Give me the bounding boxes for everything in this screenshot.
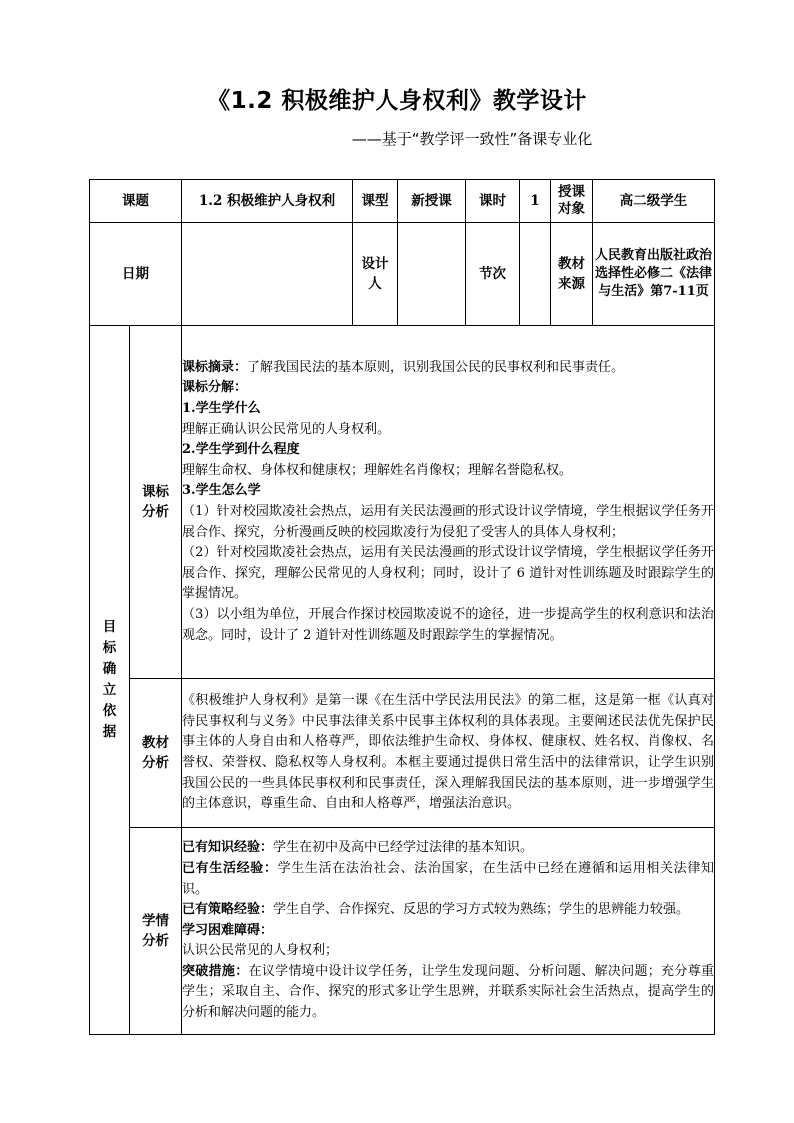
date-label: 日期	[90, 223, 182, 326]
source-value: 人民教育出版社政治选择性必修二《法律与生活》第7-11页	[593, 223, 715, 326]
hours-label: 课时	[466, 180, 520, 223]
document-title: 《1.2 积极维护人身权利》教学设计	[207, 88, 587, 114]
textbook-label: 教材分析	[130, 679, 182, 828]
type-value: 新授课	[398, 180, 466, 223]
header-row	[90, 180, 715, 223]
audience-value: 高二级学生	[593, 180, 715, 223]
curriculum-row	[90, 326, 715, 679]
topic-label: 课题	[90, 180, 182, 223]
info-row	[90, 223, 715, 326]
designer-label: 设计人	[353, 223, 398, 326]
audience-label: 授课对象	[551, 180, 593, 223]
textbook-row	[90, 679, 715, 828]
learner-content: 已有知识经验：学生在初中及高中已经学过法律的基本知识。 已有生活经验：学生生活在法治社会、法治国家，在生活中已经在遵循和运用相关法律知识。 已有策略经验：学生自学、合作探究、反思的学习方式较为熟练；学生的思辨能力较强。 学习困难障碍： 认识公民常见的人身权利； 突破措施：在议学情境中设计议学任务，让学生发现问题、分析问题、解决问题；充分尊重学生；采取自主、合作、探究的形式多让学生思辨，并联系实际社会生活热点，提高学生的分析和解决问题的能力。	[182, 828, 715, 1035]
topic-value: 1.2 积极维护人身权利	[182, 180, 353, 223]
curriculum-label: 课标分析	[130, 326, 182, 679]
teaching-design-table	[89, 179, 715, 1035]
designer-value	[398, 223, 466, 326]
learner-label: 学情分析	[130, 828, 182, 1035]
session-value	[520, 223, 551, 326]
date-value	[182, 223, 353, 326]
type-label: 课型	[353, 180, 398, 223]
section-label: 目标确立依据	[90, 326, 130, 1035]
document-subtitle: ——基于“教学评一致性”备课专业化	[351, 130, 593, 148]
session-label: 节次	[466, 223, 520, 326]
textbook-content: 《积极维护人身权利》是第一课《在生活中学民法用民法》的第二框，这是第一框《认真对待民事权利与义务》中民事法律关系中民事主体权利的具体表现。主要阐述民法优先保护民事主体的人身自由和人格尊严，即依法维护生命权、身体权、健康权、姓名权、肖像权、名誉权、荣誉权、隐私权等人身权利。本框主要通过提供日常生活中的法律常识，让学生识别我国公民的一些具体民事权利和民事责任，深入理解我国民法的基本原则，进一步增强学生的主体意识，尊重生命、自由和人格尊严，增强法治意识。	[182, 679, 715, 828]
learner-row	[90, 828, 715, 1035]
source-label: 教材来源	[551, 223, 593, 326]
curriculum-content: 课标摘录：了解我国民法的基本原则，识别我国公民的民事权利和民事责任。 课标分解： 1.学生学什么 理解正确认识公民常见的人身权利。 2.学生学到什么程度 理解生命权、身体权和健康权；理解姓名肖像权；理解名誉隐私权。 3.学生怎么学 （1）针对校园欺凌社会热点，运用有关民法漫画的形式设计议学情境，学生根据议学任务开展合作、探究，分析漫画反映的校园欺凌行为侵犯了受害人的具体人身权利； （2）针对校园欺凌社会热点，运用有关民法漫画的形式设计议学情境，学生根据议学任务开展合作、探究，理解公民常见的人身权利；同时，设计了 6 道针对性训练题及时跟踪学生的掌握情况。 （3）以小组为单位，开展合作探讨校园欺凌说不的途径，进一步提高学生的权利意识和法治观念。同时，设计了 2 道针对性训练题及时跟踪学生的掌握情况。	[182, 326, 715, 679]
hours-value: 1	[520, 180, 551, 223]
